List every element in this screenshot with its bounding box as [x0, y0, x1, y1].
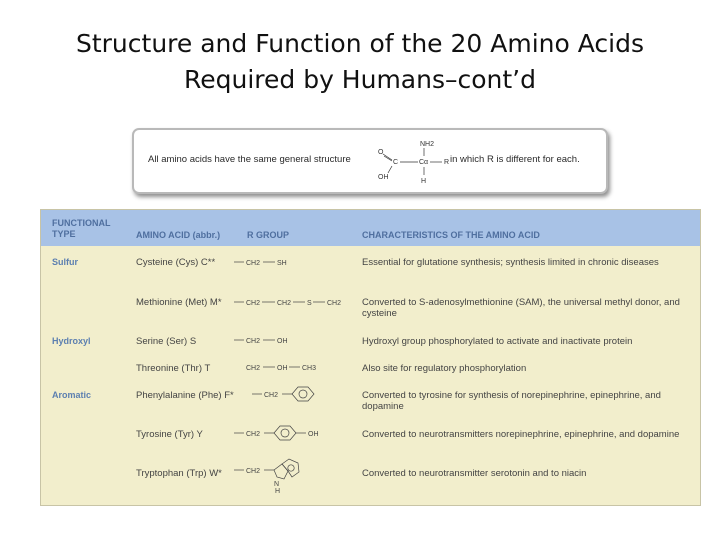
r-group-label: CH2 — [246, 300, 261, 307]
type-sulfur: Sulfur — [52, 257, 78, 267]
amino-acid-tyrosine: Tyrosine (Tyr) Y — [136, 429, 203, 440]
r-group-label: CH2 — [246, 431, 261, 438]
general-structure-note: in which R is different for each. — [450, 154, 580, 165]
header-functional: FUNCTIONAL — [52, 218, 111, 228]
r-group-label: CH2 — [246, 338, 261, 345]
r-group-label: OH — [277, 338, 288, 345]
r-group-label: CH2 — [246, 260, 261, 267]
characteristics-cysteine: Essential for glutatione synthesis; synthesis limited in chronic diseases — [362, 257, 659, 268]
header-type: TYPE — [52, 229, 76, 239]
r-group-label: CH2 — [246, 468, 261, 475]
r-group-label: H — [275, 488, 281, 494]
r-group-label: OH — [277, 365, 288, 372]
formula-r: R — [444, 159, 450, 166]
r-group-label: CH2 — [277, 300, 292, 307]
header-r-group: R GROUP — [247, 230, 290, 240]
characteristics-threonine: Also site for regulatory phosphorylation — [362, 363, 527, 374]
formula-oh: OH — [378, 174, 389, 181]
r-group-label: S — [307, 300, 312, 307]
slide-title-line-1: Structure and Function of the 20 Amino Acids — [75, 29, 645, 58]
general-structure-text: All amino acids have the same general structure — [148, 154, 351, 165]
r-group-tryptophan — [232, 456, 352, 494]
table-header — [41, 210, 700, 246]
benzene-ring-icon — [274, 426, 296, 440]
characteristics-serine: Hydroxyl group phosphorylated to activate and inactivate protein — [362, 336, 633, 347]
amino-acid-tryptophan: Tryptophan (Trp) W* — [136, 468, 222, 479]
characteristics-tryptophan: Converted to neurotransmitter serotonin and to niacin — [362, 468, 587, 479]
slide-title-line-2: Required by Humans–cont’d — [183, 65, 536, 94]
r-group-label: OH — [308, 431, 319, 438]
formula-nh2: NH2 — [420, 141, 435, 148]
header-amino-acid: AMINO ACID (abbr.) — [136, 230, 221, 240]
general-structure-box — [132, 128, 608, 194]
characteristics-phenylalanine: Converted to tyrosine for synthesis of norepinephrine, epinephrine, and dopamine — [362, 390, 661, 412]
indole-ring-icon — [282, 459, 299, 477]
aromatic-circle-icon — [288, 465, 294, 471]
r-group-label: CH3 — [302, 365, 317, 372]
r-group-label: N — [274, 481, 280, 488]
r-group-label: CH2 — [264, 392, 279, 399]
characteristics-tyrosine: Converted to neurotransmitters norepinephrine, epinephrine, and dopamine — [362, 429, 680, 440]
r-group-label: CH2 — [327, 300, 342, 307]
amino-acid-threonine: Threonine (Thr) T — [136, 363, 211, 374]
amino-acid-phenylalanine: Phenylalanine (Phe) F* — [136, 390, 234, 401]
benzene-ring-icon — [292, 387, 314, 401]
formula-ca: Cα — [419, 159, 429, 166]
type-hydroxyl: Hydroxyl — [52, 336, 91, 346]
r-group-label: CH2 — [246, 365, 261, 372]
amino-acid-serine: Serine (Ser) S — [136, 336, 197, 347]
r-group-tyrosine — [232, 422, 357, 444]
formula-o: O — [378, 149, 384, 156]
r-group-phenylalanine — [232, 383, 352, 405]
formula-c: C — [393, 159, 399, 166]
amino-acid-methionine: Methionine (Met) M* — [136, 297, 222, 308]
aromatic-circle-icon — [281, 429, 289, 437]
r-group-methionine — [232, 294, 357, 310]
formula-h: H — [421, 178, 427, 185]
general-structure-formula — [374, 136, 454, 186]
r-group-cysteine — [232, 254, 352, 270]
amino-acid-table — [40, 209, 701, 506]
header-characteristics: CHARACTERISTICS OF THE AMINO ACID — [362, 230, 540, 240]
r-group-threonine — [232, 359, 357, 375]
aromatic-circle-icon — [299, 390, 307, 398]
characteristics-methionine: Converted to S-adenosylmethionine (SAM), the universal methyl donor, and cysteine — [362, 297, 680, 319]
pyrrole-ring-icon — [274, 464, 288, 479]
r-group-label: SH — [277, 260, 287, 267]
r-group-serine — [232, 332, 352, 348]
type-aromatic: Aromatic — [52, 390, 92, 400]
amino-acid-cysteine: Cysteine (Cys) C** — [136, 257, 216, 268]
